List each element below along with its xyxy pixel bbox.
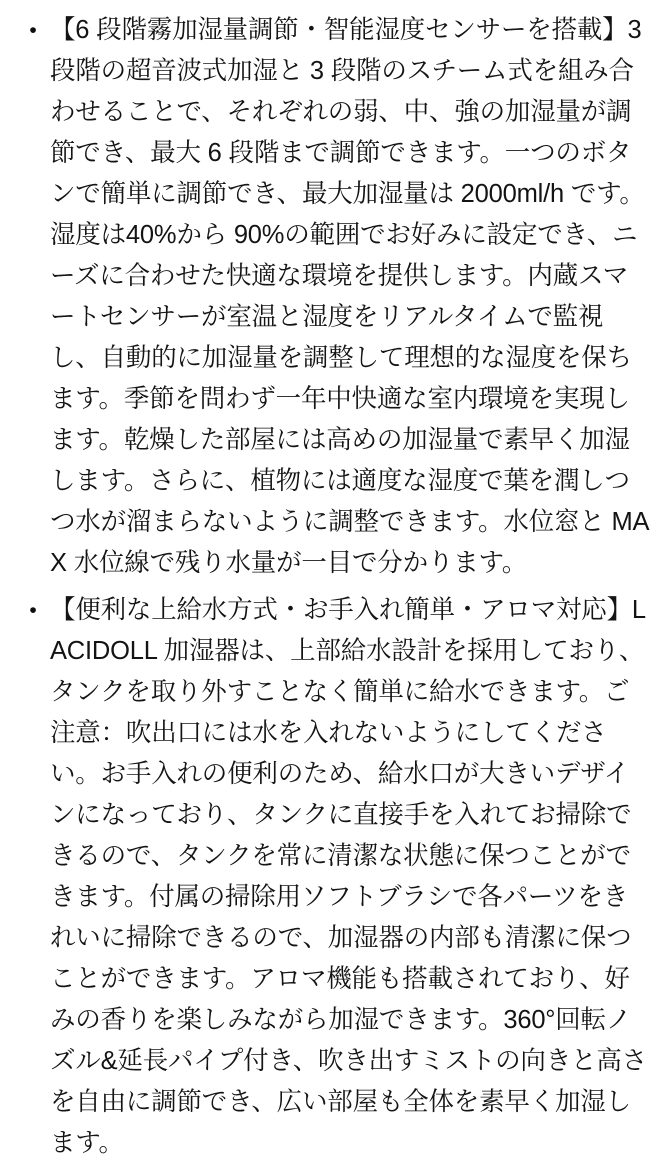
list-item (16, 10, 652, 584)
feature-paragraph: 【便利な上給水方式・お手入れ簡単・アロマ対応】LACIDOLL 加湿器は、上部給水設計を採用しており、タンクを取り外すことなく簡単に給水できます。ご注意：吹出口には水を入れないようにしてください。お手入れの便利のため、給水口が大きいデザインになっており、タンクに直接手を入れてお掃除できるので、タンクを常に清潔な状態に保つことができます。付属の掃除用ソフトブラシで各パーツをきれいに掃除できるので、加湿器の内部も清潔に保つことができます。アロマ機能も搭載されており、好みの香りを楽しみながら加湿できます。360°回転ノズル&延長パイプ付き、吹き出すミストの向きと高さを自由に調節でき、広い部屋も全体を素早く加湿します。 (50, 596, 647, 1157)
bullet-point-icon: • (29, 599, 37, 622)
feature-bullet-list (16, 10, 652, 1164)
list-item (16, 590, 652, 1164)
feature-paragraph: 【6 段階霧加湿量調節・智能湿度センサーを搭載】3 段階の超音波式加湿と 3 段階のスチーム式を組み合わせることで、それぞれの弱、中、強の加湿量が調節でき、最大 6 段階まで調節できます。一つのボタンで簡単に調節でき、最大加湿量は 2000ml/h です。湿度は40%から 90%の範囲でお好みに設定でき、ニーズに合わせた快適な環境を提供します。内蔵スマートセンサーが室温と湿度をリアルタイムで監視し、自動的に加湿量を調整して理想的な湿度を保ちます。季節を問わず一年中快適な室内環境を実現します。乾燥した部屋には高めの加湿量で素早く加湿します。さらに、植物には適度な湿度で葉を潤しつつ水が溜まらないように調整できます。水位窓と MAX 水位線で残り水量が一目で分かります。 (50, 16, 650, 577)
bullet-point-icon: • (29, 19, 37, 42)
